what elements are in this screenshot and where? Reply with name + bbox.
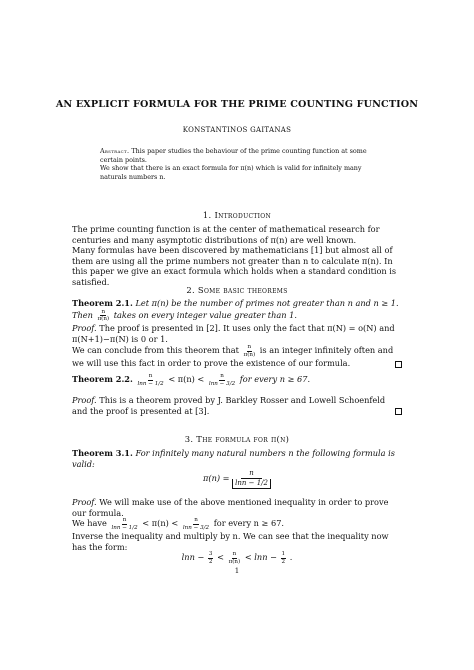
fraction-n-over-pi: $\frac{n}{\pi(n)}$ [243, 344, 256, 358]
have-pre: We have [72, 518, 107, 529]
abstract-line2: We show that there is an exact formula for π(n) which is valid for infinitely many naturals numbers n. [100, 164, 362, 181]
proof-2-1-text: The proof is presented in [2]. It uses only the fact that π(N) = o(N) and π(N+1)−π(N) is 0 or 1. [72, 323, 395, 344]
fraction-one-half: $\frac{1}{2}$ [281, 551, 286, 565]
proof-2-1 [72, 323, 402, 369]
fraction-upper-bound: $\frac{n}{\ln n - 3/2}$ [208, 373, 236, 387]
proof-label: Proof. [72, 395, 97, 405]
introduction-body [72, 224, 402, 288]
qed-symbol [395, 408, 402, 415]
section-heading-introduction: 1. Introduction [202, 210, 272, 220]
theorem-2-1-label: Theorem 2.1. [72, 298, 133, 308]
proof-3-text: We will make use of the above mentioned inequality in order to prove our formula. [72, 497, 389, 518]
abstract-label: Abstract. [100, 147, 130, 155]
theorem-3-1-text: For infinitely many natural numbers n the following formula is valid: [72, 448, 395, 469]
fraction-upper-bound: $\frac{n}{\ln n - 3/2}$ [182, 517, 210, 531]
fraction-lower-bound: $\frac{n}{\ln n - 1/2}$ [137, 373, 164, 387]
fraction-n-over-pi: $\frac{n}{\pi(n)}$ [228, 551, 241, 565]
section-heading-formula: 3. The formula for π(n) [184, 434, 290, 444]
fraction-lower-bound: $\frac{n}{\ln n - 1/2}$ [111, 517, 138, 531]
theorem-2-2 [72, 373, 402, 387]
theorem-3-1-label: Theorem 3.1. [72, 448, 133, 458]
theorem-2-2-mid: < π(n) < [168, 374, 205, 385]
proof-label: Proof. [72, 323, 97, 333]
abstract [100, 147, 388, 181]
equation-main-formula [0, 469, 474, 489]
intro-paragraph-2: Many formulas have been discovered by mathematicians [1] but almost all of them are using all the prime numbers not greater than n to calculate π(n). In this paper we give an exact formula which holds when a standard condition is satisfied. [72, 245, 397, 287]
section-heading-basic-theorems: 2. Some basic theorems [186, 285, 288, 295]
have-line2: Inverse the inequality and multiply by n. We can see that the inequality now has the form: [72, 531, 389, 552]
theorem-2-2-label: Theorem 2.2. [72, 374, 133, 385]
abstract-text: This paper studies the behaviour of the prime counting function at some certain points. [100, 147, 367, 164]
theorem-2-1-text: Let π(n) be the number of primes not greater than n and n ≥ 1. [132, 298, 399, 308]
theorem-2-1-rest: takes on every integer value greater than 1. [113, 309, 297, 320]
fraction-three-halves: $\frac{3}{2}$ [208, 551, 213, 565]
qed-symbol [395, 361, 402, 368]
proof-2-1-line2-pre: We can conclude from this theorem that [72, 345, 239, 356]
inequality-paragraph [72, 517, 402, 552]
fraction-n-over-pi: $\frac{n}{\pi(n)}$ [97, 308, 110, 323]
equation-lhs: π(n) = [203, 473, 230, 483]
theorem-2-1-then: Then [72, 309, 93, 320]
proof-2-2 [72, 395, 402, 416]
intro-paragraph-1: The prime counting function is at the center of mathematical research for centuries and many asymptotic distributions of π(n) are well known. [72, 224, 380, 245]
proof-3 [72, 497, 402, 518]
paper-author: KONSTANTINOS GAITANAS [182, 126, 292, 134]
theorem-2-2-post: for every n ≥ 67. [239, 374, 311, 385]
proof-2-2-text: This is a theorem proved by J. Barkley Rosser and Lowell Schoenfeld and the proof is presented at [3]. [72, 395, 386, 416]
theorem-2-1 [72, 298, 402, 323]
floor-bracket: lnn − 1/2 [232, 479, 271, 489]
have-post: for every n ≥ 67. [213, 518, 285, 529]
proof-label: Proof. [72, 497, 97, 507]
paper-title: AN EXPLICIT FORMULA FOR THE PRIME COUNTING FUNCTION [55, 99, 419, 110]
page-number: 1 [234, 567, 240, 575]
have-mid: < π(n) < [142, 518, 179, 529]
theorem-3-1 [72, 448, 402, 469]
equation-inverse-inequality: lnn − $\frac{3}{2}$ < $\frac{n}{\pi(n)}$ < lnn − $\frac{1}{2}$ . [181, 551, 293, 565]
equation-fraction: $\frac{n}{\ln n - 1/2}$ [232, 469, 271, 489]
proof-2-1-line2-post: is an integer infinitely often and we will use this fact in order to prove the existence of our formula. [72, 345, 394, 369]
